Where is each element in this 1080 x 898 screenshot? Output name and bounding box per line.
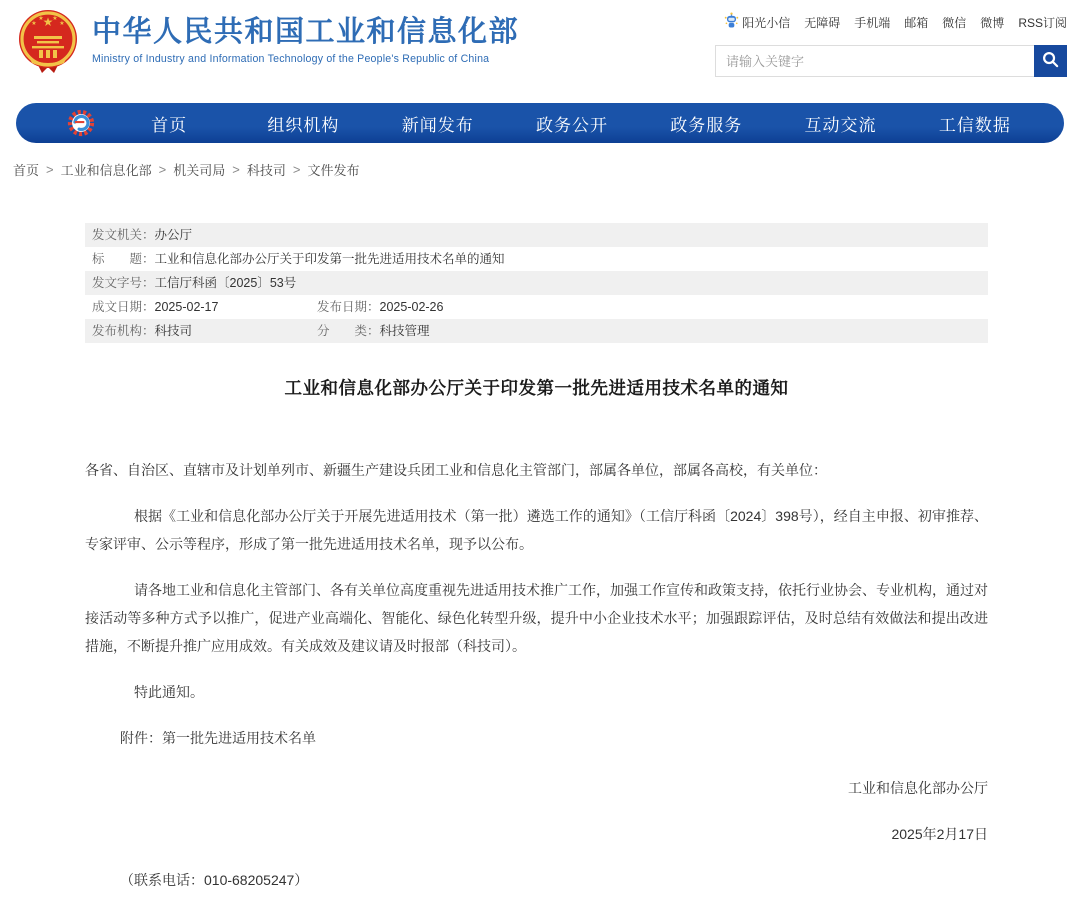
document-title: 工业和信息化部办公厅关于印发第一批先进适用技术名单的通知 xyxy=(284,378,789,398)
meta-label: 分 类： xyxy=(317,324,380,338)
breadcrumb-item-home[interactable]: 首页 xyxy=(13,163,40,178)
top-link-mobile[interactable]: 手机端 xyxy=(854,15,891,30)
meta-label: 发布机构： xyxy=(92,324,155,338)
nav-item-news[interactable]: 新闻发布 xyxy=(401,115,474,135)
document-paragraph: 根据《工业和信息化部办公厅关于开展先进适用技术（第一批）遴选工作的通知》（工信厅科函〔2024〕398号），经自主申报、初审推荐、专家评审、公示等程序，形成了第一批先进适用技术名单，现予以公布。 xyxy=(85,508,988,552)
top-link-accessibility[interactable]: 无障碍 xyxy=(804,15,841,30)
meta-value: 办公厅 xyxy=(154,228,193,242)
site-header xyxy=(0,0,1080,100)
meta-row-issuing-office xyxy=(85,223,988,247)
svg-text:★: ★ xyxy=(52,16,58,22)
site-subtitle: Ministry of Industry and Information Technology of the People's Republic of China xyxy=(92,52,490,65)
breadcrumb-item-miit[interactable]: 工业和信息化部 xyxy=(60,163,152,178)
document-signer: 工业和信息化部办公厅 xyxy=(848,780,988,796)
site-logo[interactable] xyxy=(16,9,519,77)
meta-row-title xyxy=(85,247,988,271)
meta-label: 发布日期： xyxy=(317,300,380,314)
meta-row-publisher-category xyxy=(85,319,988,343)
document-closing: 特此通知。 xyxy=(134,684,204,700)
meta-row-dates xyxy=(85,295,988,319)
top-links xyxy=(715,12,1067,32)
miit-logo-icon xyxy=(66,108,96,138)
meta-label: 发文机关： xyxy=(92,228,155,242)
document-salutation: 各省、自治区、直辖市及计划单列市、新疆生产建设兵团工业和信息化主管部门，部属各单位，部属各高校，有关单位： xyxy=(85,462,827,478)
meta-label: 发文字号： xyxy=(92,276,155,290)
search-icon xyxy=(1041,50,1060,72)
top-link-weibo[interactable]: 微博 xyxy=(980,15,1005,30)
meta-row-doc-number xyxy=(85,271,988,295)
document-body xyxy=(85,456,988,894)
meta-value: 工信厅科函〔2025〕53号 xyxy=(154,276,297,290)
svg-text:★: ★ xyxy=(38,16,44,22)
breadcrumb-separator: > xyxy=(46,162,54,177)
meta-value: 科技司 xyxy=(154,324,193,338)
top-link-rss[interactable]: RSS订阅 xyxy=(1018,15,1067,30)
meta-label: 标 题： xyxy=(92,252,155,266)
nav-item-data[interactable]: 工信数据 xyxy=(938,115,1011,135)
header-right xyxy=(715,12,1067,77)
main-nav xyxy=(16,103,1064,143)
nav-item-services[interactable]: 政务服务 xyxy=(670,115,743,135)
nav-item-interaction[interactable]: 互动交流 xyxy=(804,115,877,135)
nav-item-home[interactable]: 首页 xyxy=(151,115,188,135)
search-input[interactable] xyxy=(716,46,1034,76)
svg-text:★: ★ xyxy=(59,21,65,27)
nav-items xyxy=(102,111,1042,136)
document-date: 2025年2月17日 xyxy=(891,826,988,842)
meta-label: 成文日期： xyxy=(92,300,155,314)
document-meta-table xyxy=(85,223,988,343)
svg-text:★: ★ xyxy=(42,15,54,29)
top-link-sunshine-assistant[interactable]: 阳光小信 xyxy=(724,12,790,32)
breadcrumb-item-departments[interactable]: 机关司局 xyxy=(173,163,226,178)
meta-value: 工业和信息化部办公厅关于印发第一批先进适用技术名单的通知 xyxy=(154,252,505,266)
nav-item-public-affairs[interactable]: 政务公开 xyxy=(535,115,608,135)
top-link-wechat[interactable]: 微信 xyxy=(942,15,967,30)
svg-text:★: ★ xyxy=(31,21,37,27)
breadcrumb-item-documents[interactable]: 文件发布 xyxy=(307,163,360,178)
nav-item-organization[interactable]: 组织机构 xyxy=(267,115,340,135)
robot-mascot-icon xyxy=(724,12,739,32)
site-title: 中华人民共和国工业和信息化部 xyxy=(92,16,520,48)
breadcrumb xyxy=(0,143,1080,179)
national-emblem-icon xyxy=(16,9,80,77)
document-contact: （联系电话：010-68205247） xyxy=(120,872,309,888)
breadcrumb-separator: > xyxy=(292,162,301,177)
meta-value: 2025-02-26 xyxy=(379,300,444,314)
search-button[interactable] xyxy=(1034,45,1067,77)
breadcrumb-item-science-tech[interactable]: 科技司 xyxy=(246,163,286,178)
document-attachment: 附件：第一批先进适用技术名单 xyxy=(120,730,316,746)
meta-value: 科技管理 xyxy=(379,324,430,338)
breadcrumb-separator: > xyxy=(158,162,167,177)
top-link-mail[interactable]: 邮箱 xyxy=(904,15,929,30)
search-bar xyxy=(715,45,1067,77)
document-page xyxy=(85,223,988,894)
meta-value: 2025-02-17 xyxy=(154,300,219,314)
document-paragraph: 请各地工业和信息化主管部门、各有关单位高度重视先进适用技术推广工作，加强工作宣传和政策支持，依托行业协会、专业机构，通过对接活动等多种方式予以推广，促进产业高端化、智能化、绿色化转型升级，提升中小企业技术水平；加强跟踪评估，及时总结有效做法和提出改进措施，不断提升推广应用成效。有关成效及建议请及时报部（科技司）。 xyxy=(85,582,988,654)
breadcrumb-separator: > xyxy=(232,162,240,177)
